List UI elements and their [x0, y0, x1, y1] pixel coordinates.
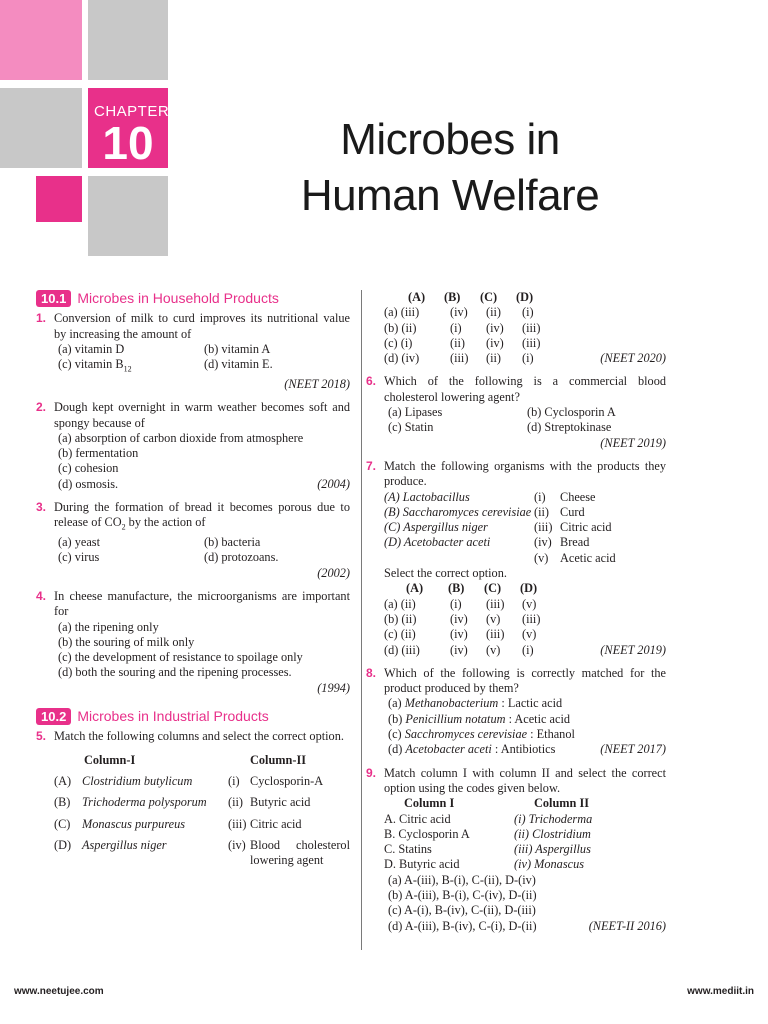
options-header: (A) (B) (C) (D) — [406, 581, 538, 596]
match-table-header — [384, 796, 666, 811]
header-block-gray-left — [0, 88, 82, 168]
options-row — [384, 405, 666, 420]
question-3 — [36, 500, 350, 581]
option-row-a: (a) (iii) (iv) (ii) (i) — [384, 305, 534, 320]
option-b: (b) vitamin A — [204, 341, 271, 356]
question-number: 3. — [36, 500, 47, 515]
option-c: (c) Statin — [388, 420, 434, 435]
option-a: (a) absorption of carbon dioxide from atmosphere — [58, 430, 304, 445]
question-number: 9. — [366, 765, 377, 780]
select-instruction: Select the correct option. — [384, 566, 507, 581]
question-text: Match column I with column II and select the correct option using the codes given below. — [384, 765, 666, 795]
option-a: (a) the ripening only — [58, 619, 159, 634]
header-block-lightpink — [0, 0, 82, 80]
question-number: 8. — [366, 665, 377, 680]
option-b: (b) bacteria — [204, 535, 261, 550]
option-b: (b) Cyclosporin A — [527, 405, 616, 420]
row-key: (A) — [54, 773, 72, 788]
question-5 — [36, 729, 350, 868]
question-source: (NEET-II 2016) — [588, 918, 666, 933]
question-source: (2002) — [317, 565, 350, 580]
options-row — [384, 420, 666, 435]
question-7 — [366, 459, 666, 658]
option-row-c: (c) (i) (ii) (iv) (iii) — [384, 335, 541, 350]
title-line-2: Human Welfare — [300, 171, 600, 220]
option-c: (c) the development of resistance to spoilage only — [58, 650, 303, 665]
footer-link-left[interactable]: www.neetujee.com — [14, 986, 104, 997]
question-number: 5. — [36, 729, 47, 744]
question-9 — [366, 766, 666, 934]
question-number: 7. — [366, 458, 377, 473]
options-row — [54, 535, 350, 550]
option-c: (c) vitamin $B_{12}$ — [58, 357, 132, 374]
row-key: (B) — [54, 795, 71, 810]
section-heading-10-1 — [36, 290, 350, 307]
row-key: (C) — [54, 816, 71, 831]
option-a: (a) A-(iii), B-(i), C-(ii), D-(iv) — [388, 872, 536, 887]
question-number: 6. — [366, 374, 377, 389]
question-source: (NEET 2019) — [600, 642, 666, 657]
option-row-b: (b) (ii) (i) (iv) (iii) — [384, 320, 541, 335]
q5-options — [366, 290, 666, 366]
option-d: (d) A-(iii), B-(iv), C-(i), D-(ii) — [388, 918, 537, 933]
question-text: Match the following organisms with the products they produce. — [384, 458, 666, 489]
section-heading-10-2 — [36, 708, 350, 725]
question-source: (1994) — [317, 680, 350, 695]
options-row — [384, 742, 666, 757]
question-1 — [36, 311, 350, 392]
options-row — [54, 477, 350, 492]
option-row-d: (d) (iv) (iii) (ii) (i) (NEET 2020) — [384, 351, 666, 366]
match-table: A. Citric acid (i) Trichoderma B. Cyclosporin A (ii) Clostridium C. Statins (iii) Aspergillus D. Butyric acid (iv) Monascus — [384, 811, 593, 872]
column-1-header: Column-I — [84, 752, 136, 767]
column-2-header: Column II — [534, 796, 590, 811]
footer-link-right[interactable]: www.mediit.in — [687, 986, 754, 997]
row-left: Trichoderma polysporum — [82, 795, 207, 810]
question-text: Conversion of milk to curd improves its nutritional value by increasing the amount of — [54, 311, 350, 341]
column-2-header: Column-II — [250, 752, 307, 767]
row-right: Cyclosporin-A — [250, 773, 324, 788]
option-a: (a) Lipases — [388, 405, 443, 420]
options-row — [54, 342, 350, 357]
section-title: Microbes in Industrial Products — [77, 708, 269, 725]
question-text: Dough kept overnight in warm weather becomes soft and spongy because of — [54, 400, 350, 430]
header-block-gray-top — [88, 0, 168, 80]
question-number: 1. — [36, 311, 47, 326]
option-d: (d) Streptokinase — [527, 420, 612, 435]
row-num: (iv) — [228, 837, 246, 852]
option-a: (a) Methanobacterium : Lactic acid — [388, 696, 563, 711]
header-block-pink-small — [36, 176, 82, 222]
option-c: (c) Sacchromyces cerevisiae : Ethanol — [388, 727, 575, 742]
row-right: Citric acid — [250, 816, 302, 831]
question-number: 2. — [36, 400, 47, 415]
row-num: (iii) — [228, 816, 247, 831]
match-table-header — [54, 753, 350, 768]
question-number: 4. — [36, 588, 47, 603]
option-d: (d) osmosis. — [58, 476, 119, 491]
column-1-header: Column I — [404, 796, 455, 811]
right-column — [366, 290, 666, 934]
question-source: (2004) — [317, 476, 350, 491]
question-source: (NEET 2018) — [284, 376, 350, 391]
option-d: (d) both the souring and the ripening processes. — [58, 665, 292, 680]
header-block-gray-bottom — [88, 176, 168, 256]
row-right: Butyric acid — [250, 795, 311, 810]
option-d: (d) Acetobacter aceti : Antibiotics — [388, 742, 556, 757]
section-number: 10.1 — [36, 290, 71, 307]
options-row — [54, 357, 350, 377]
question-2 — [36, 400, 350, 492]
option-d: (d) protozoans. — [204, 550, 279, 565]
option-b: (b) Penicillium notatum : Acetic acid — [388, 711, 571, 726]
option-row-c: (c) (ii) (iv) (iii) (v) — [384, 627, 537, 642]
row-left: Monascus purpureus — [82, 816, 186, 831]
question-4 — [36, 589, 350, 696]
row-num: (i) — [228, 773, 240, 788]
row-key: (D) — [54, 837, 72, 852]
question-text: During the formation of bread it becomes porous due to release of $CO_2$ by the action of — [54, 500, 350, 532]
question-text: Which of the following is correctly matched for the product produced by them? — [384, 665, 666, 696]
chapter-number: 10 — [102, 117, 154, 169]
question-text: Which of the following is a commercial blood cholesterol lowering agent? — [384, 374, 666, 404]
question-8 — [366, 666, 666, 758]
left-column — [36, 290, 350, 868]
option-b: (b) A-(iii), B-(i), C-(iv), D-(ii) — [388, 887, 537, 902]
row-left: Clostridium butylicum — [82, 773, 193, 788]
options-row — [384, 919, 666, 934]
option-a: (a) yeast — [58, 535, 100, 550]
section-number: 10.2 — [36, 708, 71, 725]
question-text: In cheese manufacture, the microorganisms are important for — [54, 588, 350, 619]
page-title — [270, 112, 630, 224]
chapter-label: CHAPTER — [94, 103, 170, 120]
question-source: (NEET 2019) — [600, 435, 666, 450]
option-c: (c) virus — [58, 550, 100, 565]
question-6 — [366, 374, 666, 450]
option-row-a: (a) (ii) (i) (iii) (v) — [384, 596, 537, 611]
option-b: (b) fermentation — [58, 446, 139, 461]
row-right: Blood cholesterol lowering agent — [250, 837, 350, 868]
question-source: (NEET 2017) — [600, 742, 666, 757]
question-source: (NEET 2020) — [600, 351, 666, 366]
match-table — [54, 774, 350, 868]
row-num: (ii) — [228, 795, 244, 810]
option-c: (c) cohesion — [58, 461, 119, 476]
option-a: (a) vitamin D — [58, 341, 125, 356]
options-row — [54, 550, 350, 565]
option-b: (b) the souring of milk only — [58, 634, 195, 649]
option-row-d: (d) (iii) (iv) (v) (i) (NEET 2019) — [384, 642, 666, 657]
question-text: Match the following columns and select the correct option. — [54, 729, 344, 744]
column-divider — [361, 290, 362, 950]
match-table: (A) Lactobacillus (i) Cheese (B) Saccharomyces cerevisiae (ii) Curd (C) Aspergillus niger (iii) Citric acid (D) Acetobacter aceti (iv) Bread (v) Acetic acid — [384, 489, 616, 565]
option-row-b: (b) (ii) (iv) (v) (iii) — [384, 611, 541, 626]
section-title: Microbes in Household Products — [77, 290, 279, 306]
row-left: Aspergillus niger — [82, 837, 167, 852]
option-c: (c) A-(i), B-(iv), C-(ii), D-(iii) — [388, 903, 536, 918]
option-d: (d) vitamin E. — [204, 357, 273, 372]
title-line-1: Microbes in — [340, 115, 560, 164]
options-header: (A) (B) (C) (D) — [408, 290, 534, 304]
